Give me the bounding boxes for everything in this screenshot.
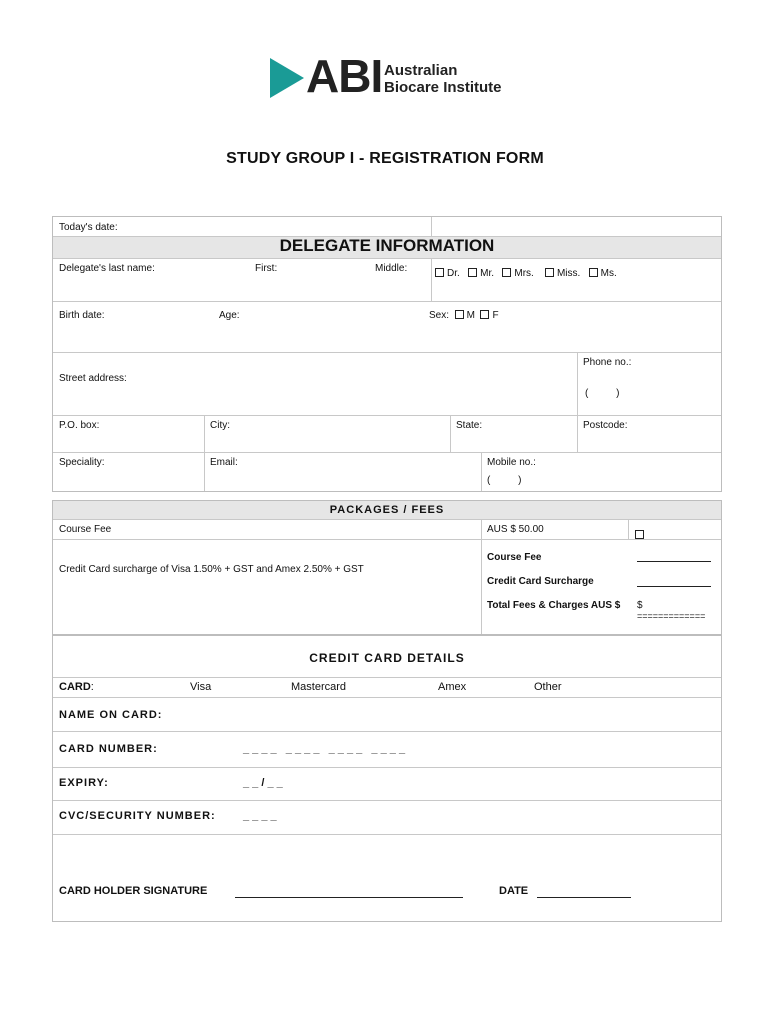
- mobile-label: Mobile no.:: [487, 457, 536, 468]
- todays-date-label: Today's date:: [59, 222, 118, 233]
- signature-label: CARD HOLDER SIGNATURE: [59, 885, 208, 897]
- summary-course-fee-field[interactable]: [637, 561, 711, 562]
- cvc-label: CVC/SECURITY NUMBER:: [59, 810, 216, 822]
- speciality-label: Speciality:: [59, 457, 105, 468]
- page-title: STUDY GROUP I - REGISTRATION FORM: [226, 150, 544, 167]
- checkbox-icon: [502, 268, 511, 277]
- logo-line1: Australian: [384, 62, 458, 79]
- last-name-label: Delegate's last name:: [59, 263, 155, 274]
- logo-mark: ABI: [306, 50, 383, 102]
- delegate-heading: DELEGATE INFORMATION: [279, 236, 495, 255]
- title-option-dr[interactable]: Dr.: [435, 268, 460, 279]
- card-number-field[interactable]: _ _ _ _ _ _ _ _ _ _ _ _ _ _ _ _: [243, 743, 406, 755]
- todays-date-field[interactable]: [432, 217, 721, 236]
- city-label: City:: [210, 420, 230, 431]
- first-name-label: First:: [255, 263, 278, 274]
- middle-name-label: Middle:: [375, 263, 408, 274]
- expiry-label: EXPIRY:: [59, 777, 109, 789]
- age-label: Age:: [219, 310, 240, 321]
- phone-field[interactable]: ( ): [585, 388, 620, 399]
- sex-options: Sex: M F: [429, 310, 499, 321]
- checkbox-icon: [545, 268, 554, 277]
- name-on-card-label: NAME ON CARD:: [59, 709, 163, 721]
- card-type-other[interactable]: Other: [534, 681, 562, 693]
- phone-label: Phone no.:: [583, 357, 632, 368]
- course-fee-label: Course Fee: [59, 524, 112, 535]
- sex-option-f[interactable]: F: [480, 310, 498, 321]
- cvc-field[interactable]: _ _ _ _: [243, 810, 277, 822]
- birth-date-label: Birth date:: [59, 310, 105, 321]
- course-fee-amount: AUS $ 50.00: [487, 524, 544, 535]
- card-heading: CREDIT CARD DETAILS: [309, 651, 465, 665]
- packages-heading: PACKAGES / FEES: [329, 504, 445, 516]
- summary-course-fee-label: Course Fee: [487, 552, 542, 563]
- card-type-mastercard[interactable]: Mastercard: [291, 681, 347, 693]
- summary-surcharge-label: Credit Card Surcharge: [487, 576, 594, 587]
- signature-field[interactable]: [235, 897, 463, 898]
- course-fee-checkbox[interactable]: [635, 525, 647, 543]
- logo-wordmark: [384, 62, 502, 96]
- checkbox-icon: [589, 268, 598, 277]
- card-section: [52, 634, 722, 922]
- packages-section: [52, 500, 722, 636]
- card-type-amex[interactable]: Amex: [438, 681, 467, 693]
- checkbox-icon: [480, 310, 489, 319]
- checkbox-icon: [635, 530, 644, 539]
- summary-total-dollar: $: [637, 600, 643, 611]
- logo-triangle-icon: [270, 58, 304, 98]
- state-label: State:: [456, 420, 483, 431]
- date-field[interactable]: [537, 897, 631, 898]
- sex-option-m[interactable]: M: [455, 310, 475, 321]
- expiry-field[interactable]: _ _ / _ _: [243, 777, 283, 789]
- email-label: Email:: [210, 457, 238, 468]
- surcharge-note: Credit Card surcharge of Visa 1.50% + GST and Amex 2.50% + GST: [59, 564, 364, 575]
- card-number-label: CARD NUMBER:: [59, 743, 158, 755]
- street-address-label: Street address:: [59, 373, 127, 384]
- postcode-label: Postcode:: [583, 420, 628, 431]
- card-type-visa[interactable]: Visa: [190, 681, 212, 693]
- abi-logo: [270, 50, 510, 102]
- summary-surcharge-field[interactable]: [637, 586, 711, 587]
- po-box-label: P.O. box:: [59, 420, 100, 431]
- title-option-ms[interactable]: Ms.: [589, 268, 617, 279]
- title-option-mr[interactable]: Mr.: [468, 268, 494, 279]
- summary-total-equals: =============: [637, 611, 706, 621]
- date-label: DATE: [499, 885, 529, 897]
- checkbox-icon: [455, 310, 464, 319]
- checkbox-icon: [435, 268, 444, 277]
- delegate-section: [52, 216, 722, 492]
- card-type-label: CARD:: [59, 681, 94, 693]
- mobile-field[interactable]: ( ): [487, 475, 522, 486]
- logo-line2: Biocare Institute: [384, 79, 502, 96]
- title-option-miss[interactable]: Miss.: [545, 268, 580, 279]
- checkbox-icon: [468, 268, 477, 277]
- title-options: [435, 268, 617, 279]
- title-option-mrs[interactable]: Mrs.: [502, 268, 533, 279]
- summary-total-label: Total Fees & Charges AUS $: [487, 600, 621, 611]
